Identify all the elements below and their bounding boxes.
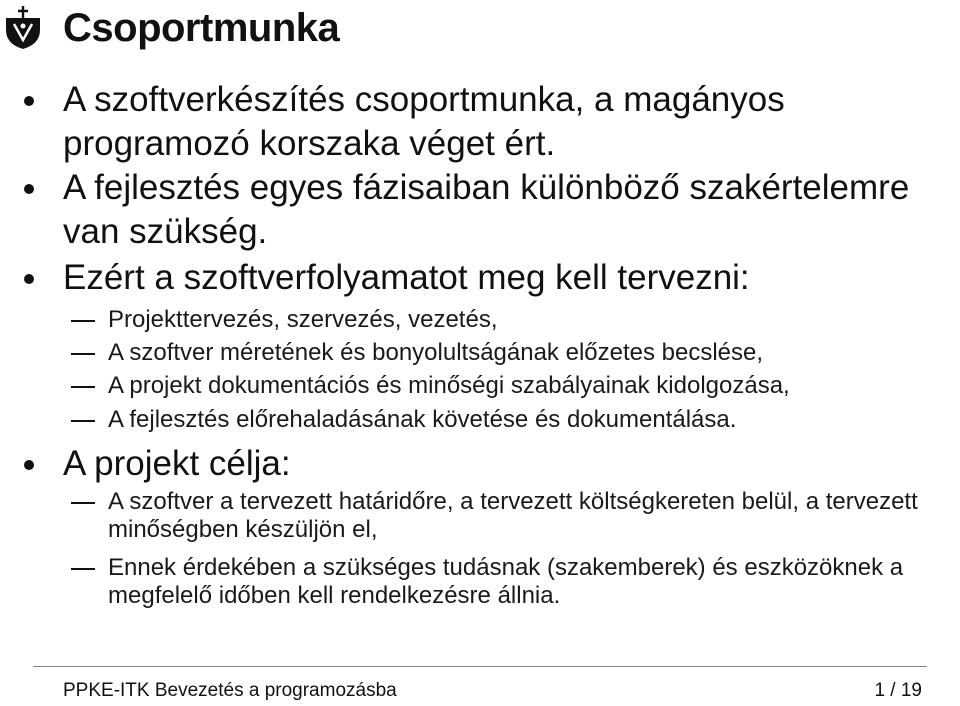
footer-divider: [33, 666, 927, 667]
sub-bullet: A szoftver méretének és bonyolultságának előzetes becslése,: [108, 339, 958, 367]
sub-bullet: A projekt dokumentációs és minőségi szabályainak kidolgozása,: [108, 372, 958, 400]
footer-page-number: 1 / 19: [874, 680, 922, 701]
slide-title: Csoportmunka: [63, 6, 340, 50]
bullet-3: Ezért a szoftverfolyamatot meg kell tervezni:: [63, 256, 943, 300]
bullet-2: A fejlesztés egyes fázisaiban különböző szakértelemre van szükség.: [63, 166, 943, 254]
sub-bullet: Projekttervezés, szervezés, vezetés,: [108, 306, 958, 334]
footer-course-title: PPKE-ITK Bevezetés a programozásba: [63, 680, 397, 701]
sub-bullet: A fejlesztés előrehaladásának követése és dokumentálása.: [108, 406, 958, 434]
university-logo-icon: [2, 4, 44, 62]
sub-bullet: A szoftver a tervezett határidőre, a tervezett költségkereten belül, a tervezett minőségben készüljön el,: [108, 488, 958, 544]
bullet-1: A szoftverkészítés csoportmunka, a magányos programozó korszaka véget ért.: [63, 78, 943, 166]
bullet-4: A projekt célja:: [63, 442, 943, 486]
sub-bullet: Ennek érdekében a szükséges tudásnak (szakemberek) és eszközöknek a megfelelő időben kell rendelkezésre állnia.: [108, 554, 958, 610]
